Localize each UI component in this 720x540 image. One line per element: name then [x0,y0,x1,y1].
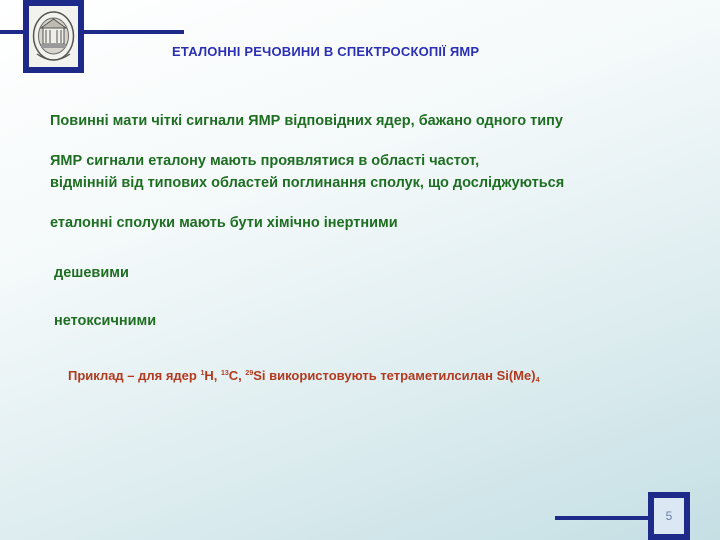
decor-line-top [84,30,184,34]
isotope-1-element: H, [204,368,221,383]
formula-subscript: 4 [535,377,540,384]
example-rest: Si використовують тетраметилсилан Si(Me) [253,368,536,383]
requirement-line-3: еталонні сполуки мають бути хімічно інертними [50,215,398,231]
requirement-line-2a: ЯМР сигнали еталону мають проявлятися в області частот, [50,153,480,169]
requirement-line-4: дешевими [54,265,129,281]
requirement-line-5: нетоксичними [54,313,157,329]
requirement-line-2b: відмінній від типових областей поглинання сполук, що досліджуються [50,175,565,191]
isotope-2-mass: 13 [221,370,229,377]
page-number-box [648,492,690,540]
page-number: 5 [654,498,684,534]
slide-title: ЕТАЛОННІ РЕЧОВИНИ В СПЕКТРОСКОПІЇ ЯМР [172,44,480,59]
isotope-1-mass: 1 [200,370,205,377]
isotope-3-mass: 29 [245,370,254,377]
university-emblem-icon [29,6,78,67]
decor-line-top-left [0,30,23,34]
example-prefix: Приклад – для ядер [68,368,201,383]
requirement-line-1: Повинні мати чіткі сигнали ЯМР відповідних ядер, бажано одного типу [50,113,563,129]
example-line [68,368,539,384]
decor-line-bottom [555,516,648,520]
isotope-2-element: C, [228,368,246,383]
logo-frame [23,0,84,73]
